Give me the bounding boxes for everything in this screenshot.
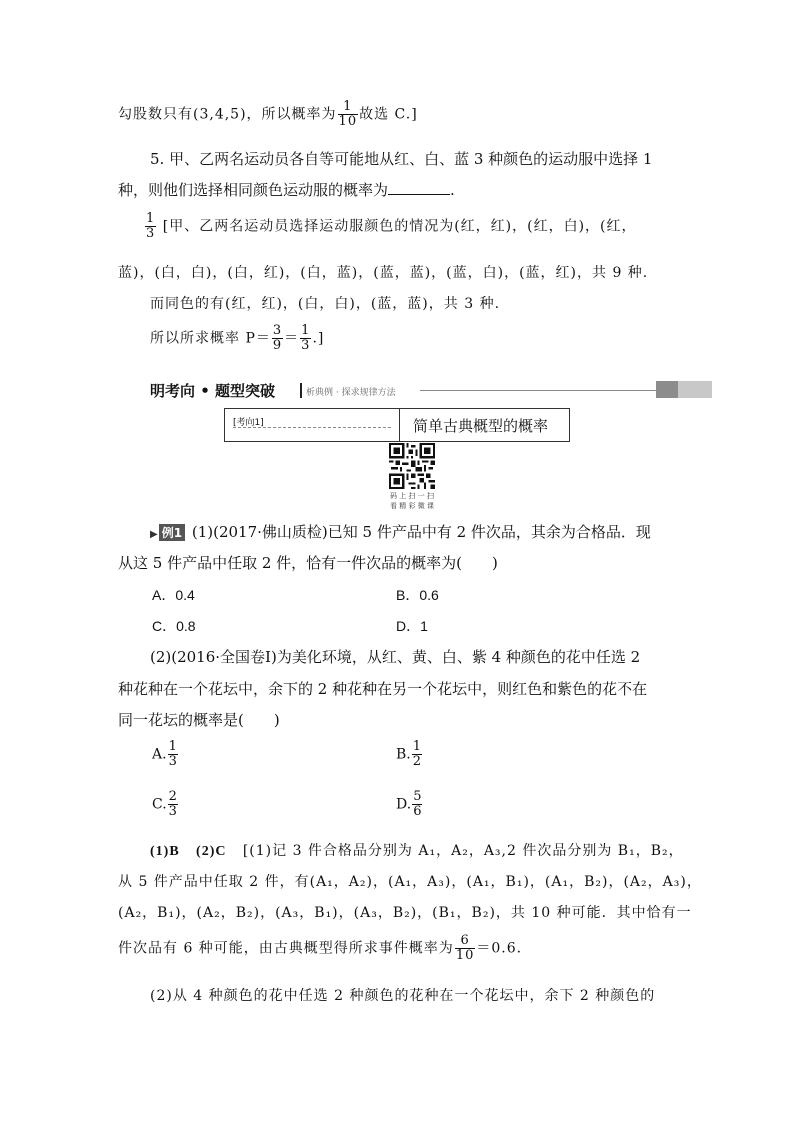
prev-fraction: $\frac{1}{10}$ [338, 99, 358, 129]
example-part2-line1: (2)(2016·全国卷Ⅰ)为美化环境，从红、黄、白、紫 4 种颜色的花中任选 2 [150, 648, 641, 666]
option2-a: A. $\frac{1}{3}$ [152, 739, 177, 769]
topic-title: 简单古典概型的概率 [413, 417, 549, 435]
answer-2: (2)C [196, 844, 227, 859]
example-badge: 例1 [159, 524, 185, 541]
example-part2-line3: 同一花坛的概率是( ) [118, 711, 280, 729]
q5-solution-line2: 蓝)，(白，白)，(白，红)，(白，蓝)，(蓝，蓝)，(蓝，白)，(蓝，红)，共 9 种. [118, 265, 649, 281]
example-arrow-icon: ▶ [150, 529, 158, 540]
q5-solution-line1: $\frac{1}{3}$ [甲、乙两名运动员选择运动服颜色的情况为(红，红)，(红，白)，(红， [146, 211, 637, 241]
option-a: A．0.4 [152, 587, 195, 603]
option2-c: C. $\frac{2}{3}$ [152, 789, 177, 819]
example-part2-line2: 种花种在一个花坛中，余下的 2 种花种在另一个花坛中，则红色和紫色的花不在 [118, 680, 648, 698]
prev-text: 勾股数只有(3,4,5)，所以概率为 [118, 106, 337, 123]
q5-line1: 5. 甲、乙两名运动员各自等可能地从红、白、蓝 3 种颜色的运动服中选择 1 [150, 150, 653, 168]
option-b: B．0.6 [396, 587, 439, 603]
q5-answer-fraction: $\frac{1}{3}$ [146, 211, 156, 241]
qr-caption-2: 看 精 彩 微 课 [390, 502, 434, 510]
solution-line5: (2)从 4 种颜色的花中任选 2 种颜色的花种在一个花坛中，余下 2 种颜色的 [150, 988, 656, 1004]
section-block-light [678, 381, 712, 398]
qr-code-icon[interactable] [389, 443, 435, 489]
qr-caption-1: 码 上 扫 一 扫 [390, 492, 434, 500]
example-line1: ▶ 例1 (1)(2017·佛山质检)已知 5 件产品中有 2 件次品，其余为合格品．现 [150, 523, 651, 541]
solution-line1: (1)B (2)C [(1)记 3 件合格品分别为 A₁，A₂，A₃,2 件次品分别为 B₁，B₂， [150, 843, 684, 859]
fraction-3-9: $\frac{3}{9}$ [272, 323, 283, 353]
option-d: D．1 [396, 618, 428, 634]
section-block-dark [656, 381, 678, 398]
topic-dash-line [233, 427, 391, 428]
solution-line2: 从 5 件产品中任取 2 件，有(A₁，A₂)，(A₁，A₃)，(A₁，B₁)，(A₁，B₂)，(A₂，A₃)， [118, 874, 702, 890]
prev-text-end: 故选 C.] [359, 106, 418, 123]
option2-b: B. $\frac{1}{2}$ [396, 739, 422, 769]
topic-box [224, 408, 570, 442]
topic-tag-cell [225, 409, 400, 441]
q5-line2: 种，则他们选择相同颜色运动服的概率为 . [118, 181, 455, 199]
answer-1: (1)B [150, 844, 180, 859]
section-rule [420, 390, 656, 391]
section-subtitle: 析典例 · 探求规律方法 [306, 388, 396, 398]
prev-line [118, 100, 418, 129]
section-title: 明考向 • 题型突破 [150, 382, 276, 400]
option-c: C．0.8 [152, 618, 196, 634]
solution-line4: 件次品有 6 种可能，由古典概型得所求事件概率为 $\frac{6}{10}$ ＝0.6. [118, 933, 523, 963]
q5-solution-line4: 所以所求概率 P＝ $\frac{3}{9}$ ＝ $\frac{1}{3}$ .] [150, 323, 325, 353]
topic-tag: [考向1] [233, 418, 264, 428]
fraction-6-10: $\frac{6}{10}$ [455, 933, 475, 963]
q5-solution-line3: 而同色的有(红，红)，(白，白)，(蓝，蓝)，共 3 种. [150, 296, 501, 312]
answer-blank [388, 180, 450, 195]
solution-line3: (A₂，B₁)，(A₂，B₂)，(A₃，B₁)，(A₃，B₂)，(B₁，B₂)，共 10 种可能．其中恰有一 [118, 905, 692, 921]
fraction-1-3: $\frac{1}{3}$ [301, 323, 311, 353]
section-divider [300, 383, 302, 398]
option2-d: D. $\frac{5}{6}$ [396, 789, 422, 819]
example-line2: 从这 5 件产品中任取 2 件，恰有一件次品的概率为( ) [118, 554, 498, 572]
